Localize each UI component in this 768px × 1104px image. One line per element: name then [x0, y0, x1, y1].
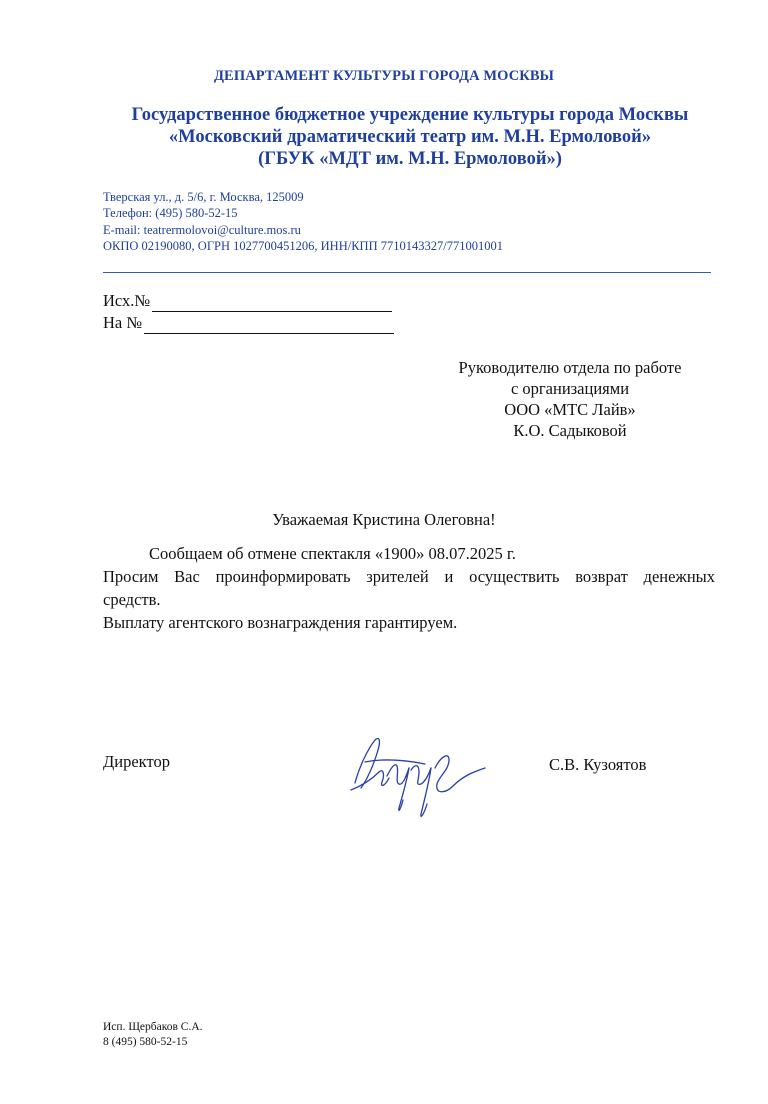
department-heading: ДЕПАРТАМЕНТ КУЛЬТУРЫ ГОРОДА МОСКВЫ [213, 68, 555, 84]
organization-name [60, 104, 760, 170]
org-line: Государственное бюджетное учреждение культуры города Москвы [131, 105, 689, 125]
address-line: Тверская ул., д. 5/6, г. Москва, 125009 [103, 190, 304, 204]
outgoing-reference-row [103, 290, 394, 312]
org-line: «Московский драматический театр им. М.Н. Ермоловой» [168, 127, 652, 147]
contact-block [103, 189, 503, 254]
addressee-block [420, 357, 720, 441]
registration-codes-line: ОКПО 02190080, ОГРН 1027700451206, ИНН/КПП 7710143327/771001001 [103, 238, 503, 253]
letter-body [103, 542, 715, 634]
addressee-line: с организациями [510, 379, 630, 398]
addressee-line: Руководителю отдела по работе [458, 358, 682, 377]
signer-name: С.В. Кузоятов [549, 755, 647, 774]
body-paragraph: Выплату агентского вознаграждения гарантируем. [103, 613, 458, 632]
body-paragraph-line: Просим Вас проинформировать зрителей и осуществить возврат денежных [103, 567, 715, 586]
outgoing-number-blank [152, 295, 392, 312]
body-paragraph-line: средств. [103, 590, 161, 609]
org-line: (ГБУК «МДТ им. М.Н. Ермоловой») [258, 149, 562, 169]
incoming-reference-row [103, 312, 394, 334]
addressee-line: К.О. Садыковой [513, 421, 627, 440]
executor-name: Исп. Щербаков С.А. [103, 1021, 203, 1033]
outgoing-number-label: Исх.№ [103, 291, 151, 310]
handwritten-signature-icon [345, 728, 495, 828]
position-title: Директор [103, 752, 170, 771]
salutation: Уважаемая Кристина Олеговна! [272, 510, 496, 529]
addressee-line: ООО «МТС Лайв» [504, 400, 636, 419]
executor-phone: 8 (495) 580-52-15 [103, 1035, 188, 1048]
body-paragraph: Сообщаем об отмене спектакля «1900» 08.07.2025 г. [149, 544, 516, 563]
phone-line: Телефон: (495) 580-52-15 [103, 206, 238, 221]
header-divider [103, 272, 711, 273]
reference-block [103, 290, 394, 334]
incoming-number-blank [144, 317, 394, 334]
email-line: E-mail: teatrermolovoi@culture.mos.ru [103, 222, 301, 237]
incoming-number-label: На № [103, 313, 143, 332]
executor-block [103, 1020, 203, 1049]
